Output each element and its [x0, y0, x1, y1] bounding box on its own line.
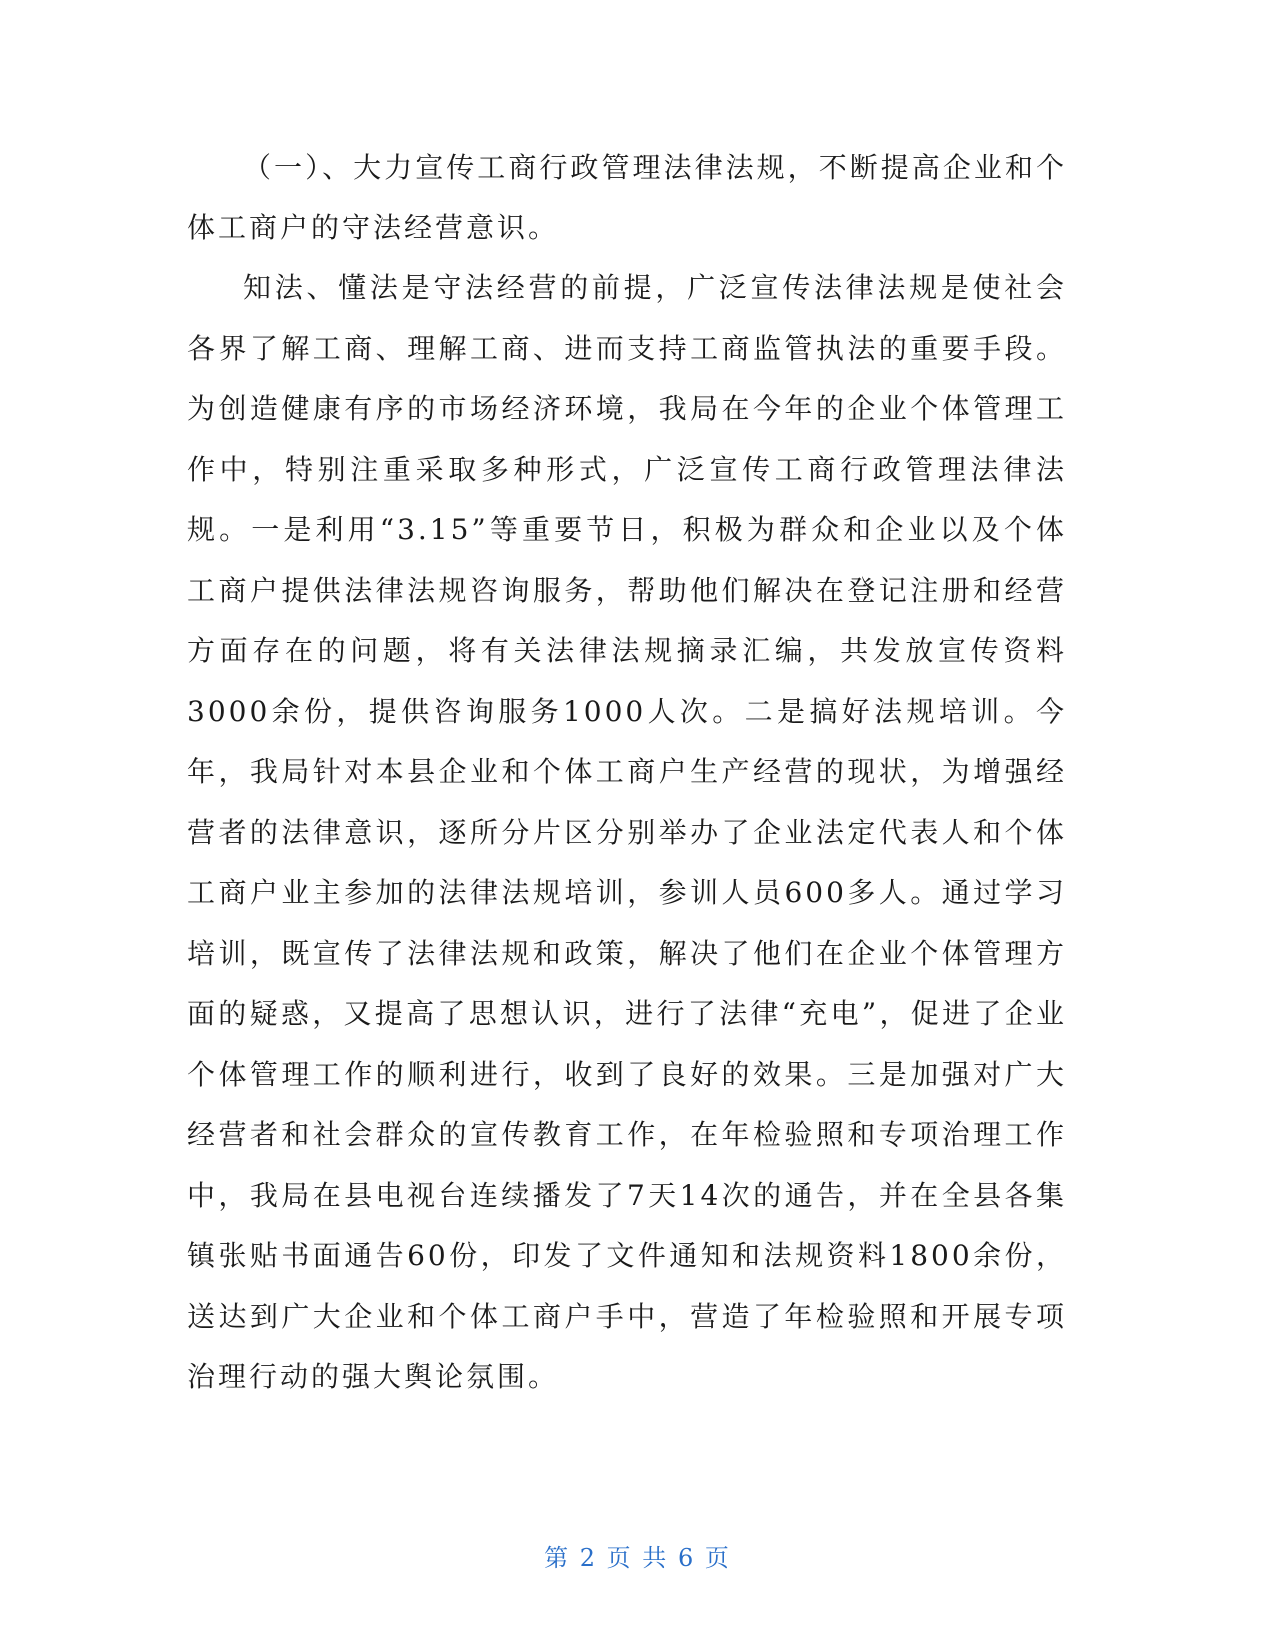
section-heading: （一）、大力宣传工商行政管理法律法规，不断提高企业和个体工商户的守法经营意识。 [187, 151, 1067, 244]
page-number-footer: 第 2 页 共 6 页 [544, 1544, 731, 1572]
body-paragraph: 知法、懂法是守法经营的前提，广泛宣传法律法规是使社会各界了解工商、理解工商、进而支持工商监管执法的重要手段。为创造健康有序的市场经济环境，我局在今年的企业个体管理工作中，特别注重采取多种形式，广泛宣传工商行政管理法律法规。一是利用“3.15”等重要节日，积极为群众和企业以及个体工商户提供法律法规咨询服务，帮助他们解决在登记注册和经营方面存在的问题，将有关法律法规摘录汇编，共发放宣传资料3000余份，提供咨询服务1000人次。二是搞好法规培训。今年，我局针对本县企业和个体工商户生产经营的现状，为增强经营者的法律意识，逐所分片区分别举办了企业法定代表人和个体工商户业主参加的法律法规培训，参训人员600多人。通过学习培训，既宣传了法律法规和政策，解决了他们在企业个体管理方面的疑惑，又提高了思想认识，进行了法律“充电”，促进了企业个体管理工作的顺利进行，收到了良好的效果。三是加强对广大经营者和社会群众的宣传教育工作，在年检验照和专项治理工作中，我局在县电视台连续播发了7天14次的通告，并在全县各集镇张贴书面通告60份，印发了文件通知和法规资料1800余份，送达到广大企业和个体工商户手中，营造了年检验照和开展专项治理行动的强大舆论氛围。 [187, 271, 1067, 1393]
document-body [187, 138, 1067, 1408]
